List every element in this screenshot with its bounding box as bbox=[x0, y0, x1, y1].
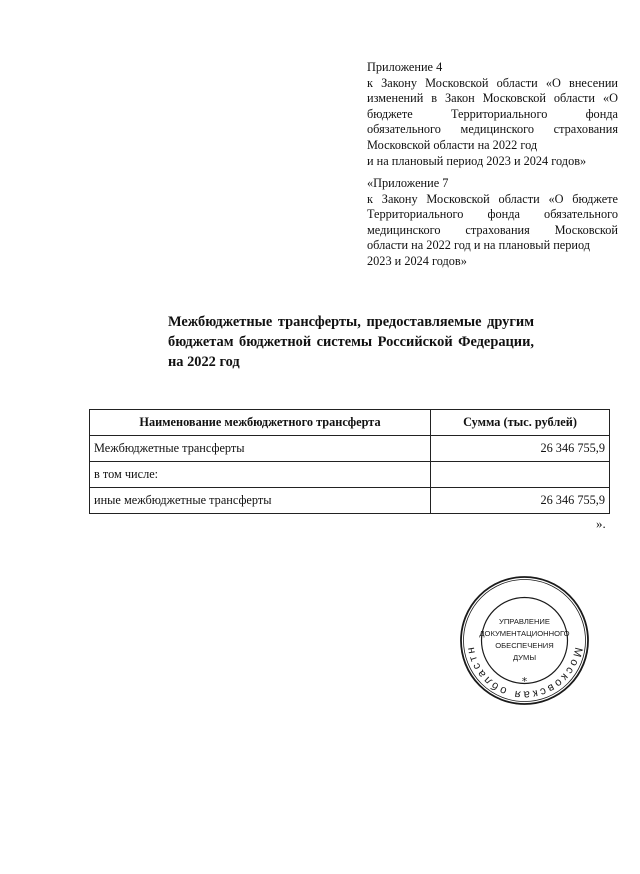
table-header-row bbox=[90, 410, 610, 436]
column-header-amount: Сумма (тыс. рублей) bbox=[431, 410, 610, 436]
annex-7-body: к Закону Московской области «О бюджете Территориального фонда обязательного медицинского страхования Московской области на 2022 год и на плановый период bbox=[367, 191, 618, 253]
table-cell-name: иные межбюджетные трансферты bbox=[90, 488, 431, 514]
transfers-table bbox=[89, 409, 610, 514]
table-cell-amount: 26 346 755,9 bbox=[431, 488, 610, 514]
column-header-name: Наименование межбюджетного трансферта bbox=[90, 410, 431, 436]
stamp-center-text bbox=[479, 617, 569, 662]
stamp-center-line: ДОКУМЕНТАЦИОННОГО bbox=[479, 629, 570, 638]
closing-quote: ». bbox=[596, 516, 606, 531]
annex-7-title: «Приложение 7 bbox=[367, 176, 449, 190]
table-cell-amount bbox=[431, 462, 610, 488]
official-stamp bbox=[458, 574, 591, 707]
stamp-ring-text-path: Московская областн bbox=[464, 644, 585, 701]
table-row bbox=[90, 436, 610, 462]
stamp-seal-icon bbox=[458, 574, 591, 707]
table-cell-name: в том числе: bbox=[90, 462, 431, 488]
table-row bbox=[90, 462, 610, 488]
annex-7-header bbox=[367, 176, 618, 270]
annex-4-title: Приложение 4 bbox=[367, 60, 443, 74]
stamp-center-line: ДУМЫ bbox=[512, 653, 537, 662]
stamp-center-line: УПРАВЛЕНИЕ bbox=[499, 617, 550, 626]
annex-4-last-line: и на плановый период 2023 и 2024 годов» bbox=[367, 153, 587, 168]
table-row bbox=[90, 488, 610, 514]
stamp-center-line: ОБЕСПЕЧЕНИЯ bbox=[495, 641, 554, 650]
annex-4-header bbox=[367, 60, 618, 169]
table-cell-amount: 26 346 755,9 bbox=[431, 436, 610, 462]
annex-4-body: к Закону Московской области «О внесении изменений в Закон Московской области «О бюджете Территориального фонда обязательного медицинского страхования Московской области на 2022 год bbox=[367, 75, 618, 152]
document-title: Межбюджетные трансферты, предоставляемые другим бюджетам бюджетной системы Российской Федерации, на 2022 год bbox=[168, 314, 534, 370]
annex-7-last-line: 2023 и 2024 годов» bbox=[367, 253, 467, 268]
stamp-star-icon: * bbox=[521, 675, 528, 688]
table-cell-name: Межбюджетные трансферты bbox=[90, 436, 431, 462]
